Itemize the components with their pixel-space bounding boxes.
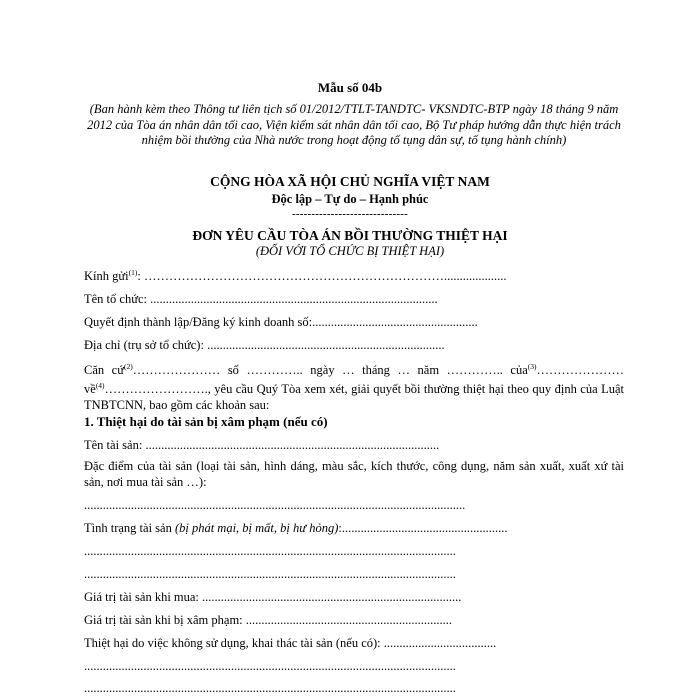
asset-status-field bbox=[84, 521, 507, 536]
asset-features-field: Đặc điểm của tài sản (loại tài sản, hình dáng, màu sắc, kích thước, công dụng, năm sản xuất, xuất xứ tài sản, nơi mua tài sản …): bbox=[84, 459, 624, 489]
request-text: ………………… số ………….. ngày … tháng … năm ………….. của bbox=[132, 363, 528, 378]
request-text: ………………… về bbox=[84, 363, 624, 397]
value-infringed-field: Giá trị tài sản khi bị xâm phạm: .................................................................. bbox=[84, 613, 453, 627]
document-title: ĐƠN YÊU CẦU TÒA ÁN BỒI THƯỜNG THIỆT HẠI bbox=[192, 228, 508, 243]
national-motto: Độc lập – Tự do – Hạnh phúc bbox=[271, 192, 429, 206]
establishment-field: Quyết định thành lập/Đăng ký kinh doanh số:..................................................... bbox=[84, 315, 478, 329]
footnote-ref: (4) bbox=[95, 381, 105, 391]
dotted-fill-line: .......................................................................................................................... bbox=[84, 498, 466, 512]
address-field: Địa chỉ (trụ sở tổ chức): ............................................................................ bbox=[84, 338, 445, 352]
footnote-ref: (3) bbox=[527, 362, 537, 371]
footnote-ref: (2) bbox=[124, 362, 133, 371]
request-paragraph bbox=[84, 359, 624, 413]
request-text: ……………………., yêu cầu Quý Tòa xem xét, giải quyết bồi thường thiệt hại theo quy định của Luật TNBTCNN, bao gồm các khoản sau: bbox=[84, 382, 624, 413]
form-number: Mẫu số 04b bbox=[317, 80, 383, 95]
footnote-ref: (1) bbox=[128, 268, 138, 277]
asset-name-field: Tên tài sản: .............................................................................................. bbox=[84, 438, 440, 452]
national-title: CỘNG HÒA XÃ HỘI CHỦ NGHĨA VIỆT NAM bbox=[210, 174, 490, 189]
recipient-label: Kính gửi bbox=[84, 269, 129, 284]
dotted-fill-line: ....................................................................................................................... bbox=[84, 544, 456, 558]
dotted-fill-line: ....................................................................................................................... bbox=[84, 659, 456, 673]
recipient-dots: : ……………………………………………………………….................... bbox=[137, 269, 507, 284]
asset-status-label: Tình trạng tài sản bbox=[84, 521, 175, 535]
request-text: Căn cứ bbox=[84, 363, 125, 378]
dotted-fill-line: ....................................................................................................................... bbox=[84, 567, 456, 581]
separator-line: ------------------------------ bbox=[292, 208, 408, 220]
asset-status-hint: (bị phát mại, bị mất, bị hư hỏng) bbox=[174, 521, 339, 535]
dotted-fill-line: ....................................................................................................................... bbox=[84, 681, 456, 695]
recipient-line bbox=[84, 268, 506, 284]
value-bought-field: Giá trị tài sản khi mua: ................................................................................... bbox=[84, 590, 462, 604]
org-name-field: Tên tổ chức: ............................................................................................ bbox=[84, 292, 438, 306]
loss-unused-field: Thiệt hại do việc không sử dụng, khai thác tài sản (nếu có): .................................... bbox=[84, 636, 497, 650]
asset-status-dots: :..................................................... bbox=[338, 521, 508, 535]
legal-basis-note: (Ban hành kèm theo Thông tư liên tịch số 01/2012/TTLT-TANDTC- VKSNDTC-BTP ngày 18 tháng 9 năm 2012 của Tòa án nhân dân tối cao, Viện kiểm sát nhân dân tối cao, Bộ Tư pháp hướng dẫn thực hiện trách nhiệm bồi thường của Nhà nước trong hoạt động tố tụng dân sự, tố tụng hành chính) bbox=[87, 102, 621, 147]
document-subtitle: (ĐỐI VỚI TỔ CHỨC BỊ THIỆT HẠI) bbox=[255, 244, 445, 258]
section-1-heading: 1. Thiệt hại do tài sản bị xâm phạm (nếu có) bbox=[84, 414, 328, 429]
